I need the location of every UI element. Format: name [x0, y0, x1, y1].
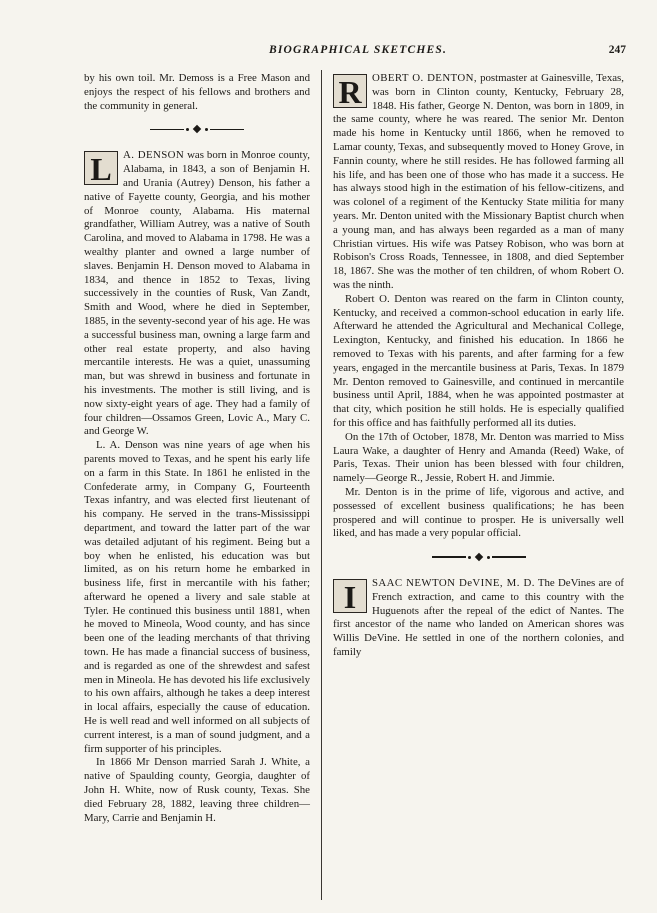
denton-paragraph-1	[333, 72, 624, 293]
denton-name-lead: OBERT O. DENTON,	[372, 72, 477, 84]
running-title: BIOGRAPHICAL SKETCHES.	[268, 44, 448, 56]
denson-paragraph-1-text: was born in Monroe county, Alabama, in 1843, a son of Benjamin H. and Urania (Autrey) Denson, his father a native of Fayette county, Georgia, and his mother of Monroe county, Alabama. His maternal grandfather, William Autrey, was a native of South Carolina, and moved to Alabama in 1798. He was a wealthy planter and owned a large number of slaves. Benjamin H. Denson moved to Alabama in 1834, and thence in 1852 to Texas, living successively in the counties of Rusk, Van Zandt, Smith and Wood, where he died in September, 1885, in the seventy-second year of his age. He was a successful business man, owning a large farm and other real estate property, and also having mercantile interests. He was a quiet, unassuming man, but was shrewd in business and fortunate in his investments. The mother is still living, and is now sixty-eight years of age. They had a family of four children—Ossamos Green, Lovic A., Mary C. and George W.	[84, 149, 310, 438]
running-header	[88, 44, 628, 60]
denson-paragraph-3: In 1866 Mr Denson married Sarah J. White, a native of Spaulding county, Georgia, daughter of John H. White, now of Rusk county, Texas. She died February 28, 1882, leaving three children—Mary, Carrie and Benjamin H.	[84, 756, 310, 824]
denton-paragraph-2: Robert O. Denton was reared on the farm in Clinton county, Kentucky, and received a common-school education in early life. Afterward he attended the Agricultural and Mechanical College, Lexington, Kentucky, and finished his education. In 1866 he removed to Texas with his parents, and after farming for a few years, engaged in the mercantile business at Paris, Texas. In 1879 Mr. Denton removed to Gainesville, and continued in mercantile business until April, 1884, when he was appointed postmaster at that city, which position he still holds. He is especially qualified for this office and has faithfully performed all its duties.	[333, 292, 624, 429]
denson-drop-cap: L	[84, 151, 118, 185]
denton-paragraph-3: On the 17th of October, 1878, Mr. Denton was married to Miss Laura Wake, a daughter of Henry and Amanda (Reed) Wake, of Paris, Texas. Their union has been blessed with four children, namely—George R., Jessie, Robert H. and Jimmie.	[333, 430, 624, 485]
denson-paragraph-1	[84, 149, 310, 439]
section-ornament	[333, 547, 624, 567]
right-column	[333, 72, 624, 660]
section-ornament	[84, 119, 310, 139]
column-divider	[321, 70, 322, 900]
devine-drop-cap: I	[333, 579, 367, 613]
denson-name-lead: A. DENSON	[123, 149, 185, 162]
continued-paragraph: by his own toil. Mr. Demoss is a Free Mason and enjoys the respect of his fellows and brothers and the community in general.	[84, 72, 310, 112]
devine-paragraph-1	[333, 577, 624, 660]
denton-paragraph-1-text: postmaster at Gainesville, Texas, was born in Clinton county, Kentucky, February 28, 1848. His father, George N. Denton, was born in 1809, in the same county, where he was reared. The senior Mr. Denton made his home in Kentucky until 1866, when he removed to Lamar county, Texas, and subsequently moved to Honey Grove, in Fannin county, where he still resides. He has followed farming all his life, and has been one of those who has made it a success. He has always stood high in the estimation of his fellow-citizens, and was colonel of a regiment of the Kentucky State militia for many years. Mr. Denton united with the Missionary Baptist church when a young man, and has always been regarded as a man of many Christian virtues. His wife was Patsey Robison, who was born at Robison's Cross Roads, Tennessee, in 1808, and died September 18, 1867. She was the mother of ten children, of whom Robert O. was the ninth.	[333, 72, 624, 291]
denson-paragraph-2: L. A. Denson was nine years of age when his parents moved to Texas, and he spent his early life on a farm in this State. In 1861 he enlisted in the Confederate army, in Company G, Fourteenth Texas infantry, and was elected first lieutenant of his company. He served in the trans-Mississippi department, and toward the latter part of the war was detailed adjutant of his regiment. Being but a boy when he enlisted, his education was but limited, as on his return home he embarked in business life, first in mercantile with his father; afterward he opened a livery and sale stable at Tyler. He continued this business until 1881, when he moved to Mineola, Wood county, and has since been one of the leading merchants of that thriving town. He has made a financial success of business, and is regarded as one of the shrewdest and safest men in Mineola. He has devoted his life exclusively to his own affairs, although he takes a deep interest in local affairs, especially the cause of education. He is well read and well informed on all subjects of current interest, is a man of sound judgment, and a firm supporter of his principles.	[84, 439, 310, 755]
denton-drop-cap: R	[333, 74, 367, 108]
devine-paragraph-1-text: The DeVines are of French extraction, and came to this country with the Huguenots after the repeal of the edict of Nantes. The first ancestor of the name who landed on American shores was Willis DeVine. He settled in one of the northern colonies, and family	[333, 577, 624, 659]
page-number: 247	[608, 44, 626, 56]
devine-name-lead: SAAC NEWTON DeVINE, M. D.	[372, 577, 535, 590]
denton-paragraph-4: Mr. Denton is in the prime of life, vigorous and active, and possessed of excellent business qualifications; he has been prospered and will continue to prosper. He is universally well liked, and has made a very popular official.	[333, 485, 624, 540]
left-column	[84, 72, 310, 825]
